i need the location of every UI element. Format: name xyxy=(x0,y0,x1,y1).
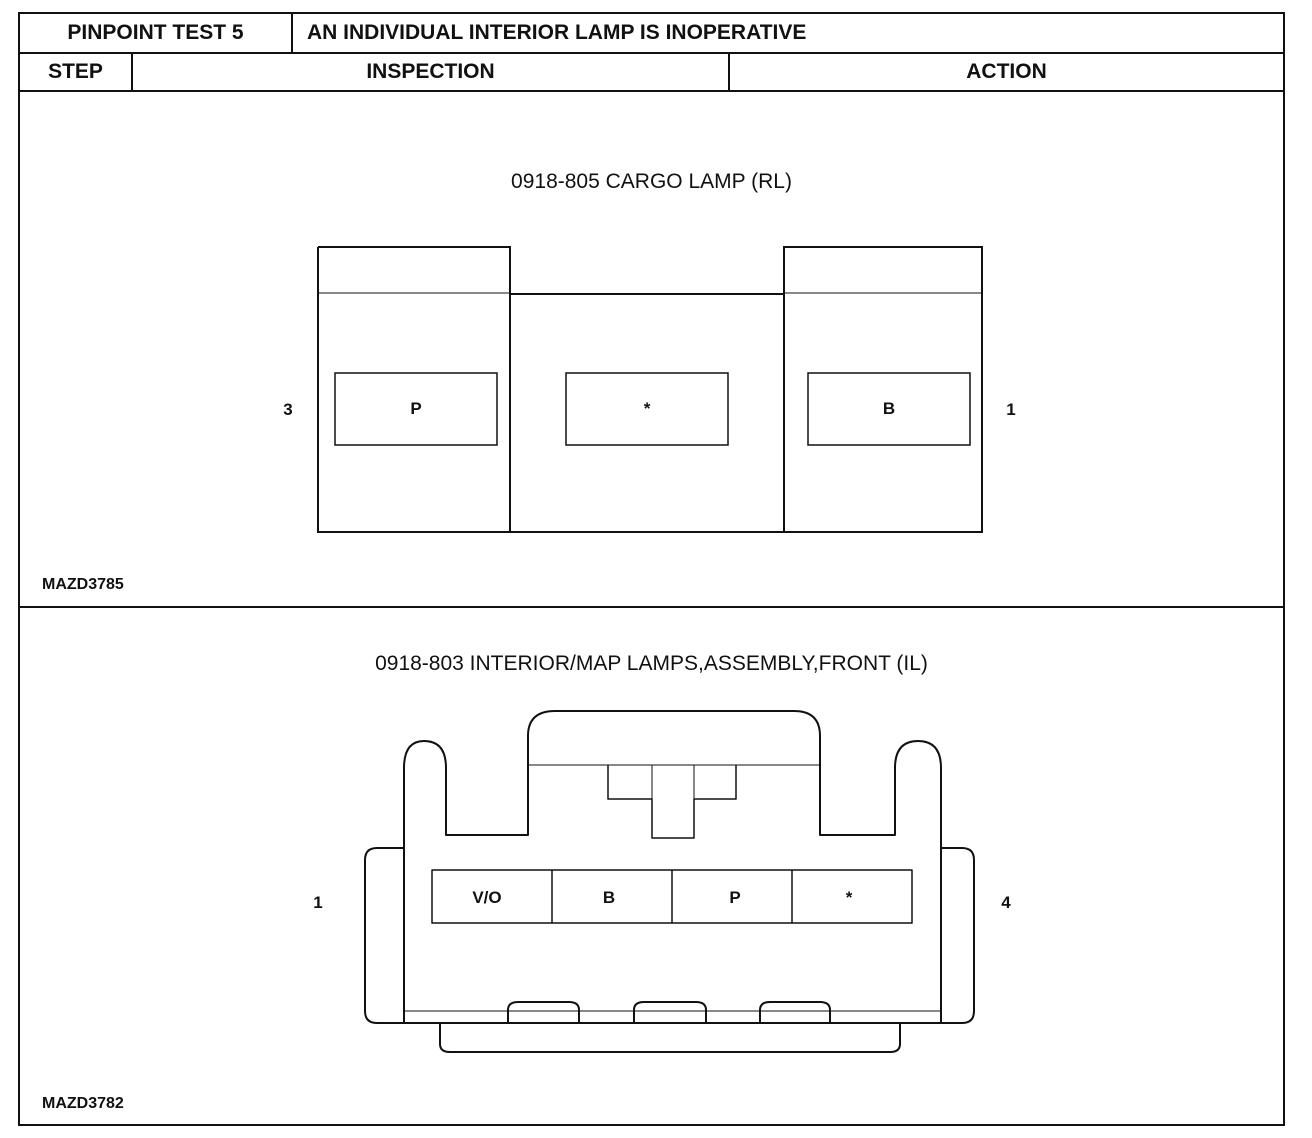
column-header-row xyxy=(18,52,1285,92)
connector-outline xyxy=(404,711,941,1023)
terminal-label: V/O xyxy=(472,888,502,907)
interior-map-lamps-connector-diagram xyxy=(20,608,1283,1124)
terminal-label: * xyxy=(643,399,651,418)
test-title: AN INDIVIDUAL INTERIOR LAMP IS INOPERATIVE xyxy=(307,21,807,44)
pin-number-left: 1 xyxy=(313,893,323,912)
test-label: PINPOINT TEST 5 xyxy=(20,14,293,52)
terminal-label: P xyxy=(729,888,741,907)
connector-outline xyxy=(318,247,982,532)
terminal-label: * xyxy=(845,888,853,907)
pin-number-right: 1 xyxy=(1006,400,1016,419)
test-header-row xyxy=(18,12,1285,52)
interior-map-lamps-panel xyxy=(18,608,1285,1126)
column-inspection: INSPECTION xyxy=(133,54,730,90)
terminal-label: B xyxy=(602,888,616,907)
terminal-label: P xyxy=(410,399,422,418)
cargo-lamp-figure-code: MAZD3785 xyxy=(42,576,124,593)
cargo-lamp-connector-diagram xyxy=(20,92,1283,606)
pin-number-right: 4 xyxy=(1001,893,1011,912)
interior-map-lamps-title: 0918-803 INTERIOR/MAP LAMPS,ASSEMBLY,FRONT (IL) xyxy=(375,652,928,675)
column-action: ACTION xyxy=(966,60,1047,83)
terminal-label: B xyxy=(882,399,896,418)
cargo-lamp-title: 0918-805 CARGO LAMP (RL) xyxy=(511,170,792,193)
column-step: STEP xyxy=(20,54,133,90)
interior-map-lamps-figure-code: MAZD3782 xyxy=(42,1095,124,1112)
pin-number-left: 3 xyxy=(283,400,293,419)
cargo-lamp-panel xyxy=(18,92,1285,608)
